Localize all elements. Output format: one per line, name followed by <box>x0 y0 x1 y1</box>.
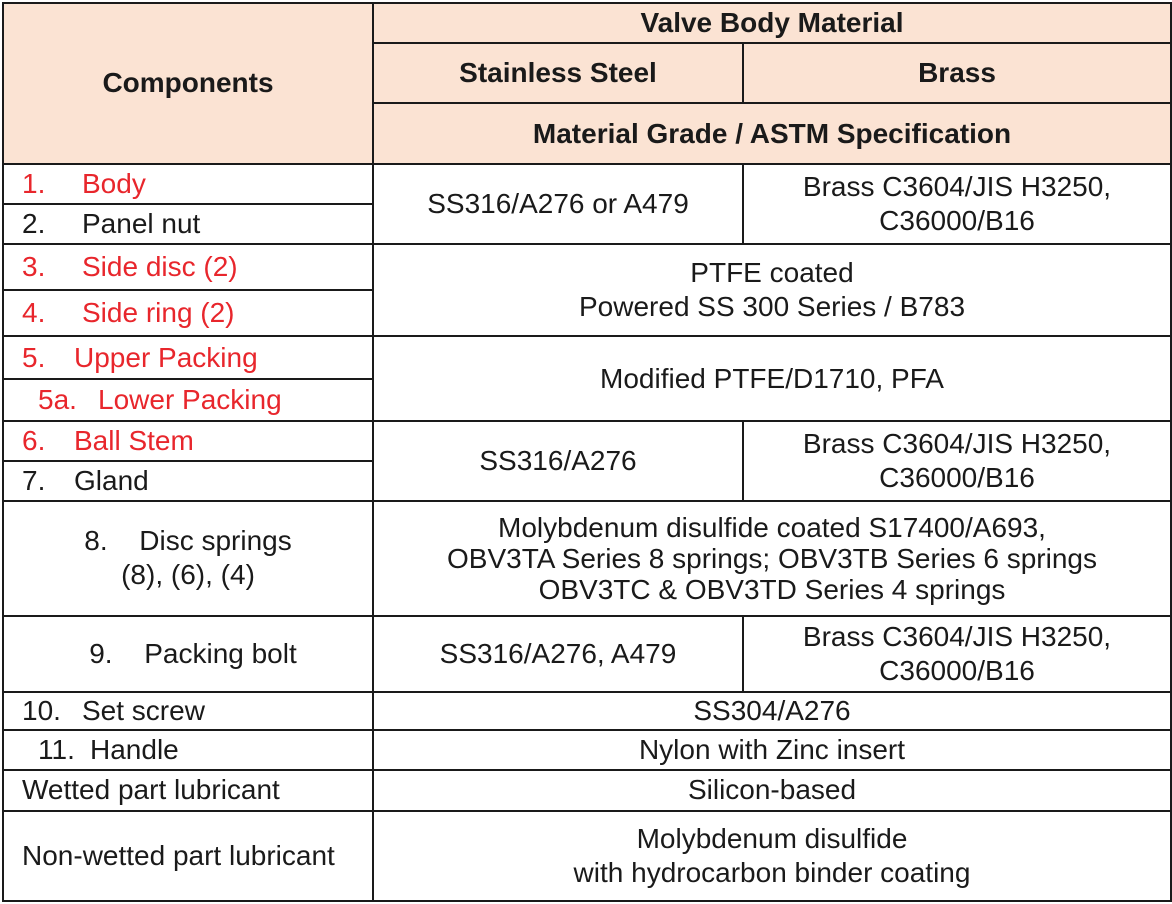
component-label: Gland <box>74 465 149 497</box>
component-label: Body <box>82 167 146 199</box>
component-row <box>3 204 373 244</box>
component-row <box>3 336 373 378</box>
component-number: 5a. <box>38 383 77 415</box>
component-number: 2. <box>22 207 46 239</box>
stem-brass-value: Brass C3604/JIS H3250, C36000/B16 <box>743 421 1171 501</box>
component-label: Ball Stem <box>74 424 194 456</box>
side-parts-value: PTFE coated Powered SS 300 Series / B783 <box>373 244 1171 336</box>
body-stainless-value: SS316/A276 or A479 <box>373 164 743 244</box>
component-label: Disc springs <box>139 525 292 557</box>
bolt-brass-value: Brass C3604/JIS H3250, C36000/B16 <box>743 616 1171 692</box>
component-row <box>3 244 373 290</box>
component-number: 11. <box>38 734 75 766</box>
component-label: Side ring (2) <box>82 297 235 329</box>
header-valve-body-material: Valve Body Material <box>373 3 1171 43</box>
component-row <box>3 164 373 204</box>
header-components: Components <box>3 3 373 164</box>
component-row <box>3 770 373 810</box>
component-label-quantities: (8), (6), (4) <box>121 559 255 591</box>
component-number: 5. <box>22 341 46 373</box>
packing-value: Modified PTFE/D1710, PFA <box>373 336 1171 420</box>
component-label: Lower Packing <box>98 383 282 415</box>
component-label: Non-wetted part lubricant <box>22 839 335 871</box>
component-label: Panel nut <box>82 207 201 239</box>
component-row <box>3 501 373 616</box>
component-row <box>3 692 373 730</box>
component-number: 10. <box>22 695 61 727</box>
component-number: 6. <box>22 424 46 456</box>
component-label: Packing bolt <box>144 637 297 669</box>
bolt-stainless-value: SS316/A276, A479 <box>373 616 743 692</box>
component-row <box>3 811 373 902</box>
set-screw-value: SS304/A276 <box>373 692 1171 730</box>
header-brass: Brass <box>743 43 1171 103</box>
component-number: 4. <box>22 297 46 329</box>
component-number: 8. <box>84 525 108 557</box>
component-number: 1. <box>22 167 46 199</box>
stem-stainless-value: SS316/A276 <box>373 421 743 501</box>
component-row <box>3 421 373 461</box>
springs-value: Molybdenum disulfide coated S17400/A693, OBV3TA Series 8 springs; OBV3TB Series 6 springs OBV3TC & OBV3TD Series 4 springs <box>373 501 1171 616</box>
component-label: Handle <box>90 734 179 766</box>
materials-table <box>2 2 1172 902</box>
body-brass-value: Brass C3604/JIS H3250, C36000/B16 <box>743 164 1171 244</box>
component-number: 3. <box>22 251 46 283</box>
component-label: Wetted part lubricant <box>22 774 280 806</box>
component-row <box>3 461 373 501</box>
header-material-grade: Material Grade / ASTM Specification <box>373 103 1171 163</box>
component-label: Side disc (2) <box>82 251 238 283</box>
component-row <box>3 290 373 336</box>
component-number: 9. <box>89 637 113 669</box>
component-number: 7. <box>22 465 46 497</box>
component-row <box>3 730 373 770</box>
wetted-lubricant-value: Silicon-based <box>373 770 1171 810</box>
component-row <box>3 379 373 421</box>
non-wetted-lubricant-value: Molybdenum disulfide with hydrocarbon binder coating <box>373 811 1171 902</box>
header-stainless-steel: Stainless Steel <box>373 43 743 103</box>
component-row <box>3 616 373 692</box>
component-label: Upper Packing <box>74 341 258 373</box>
component-label: Set screw <box>82 695 205 727</box>
handle-value: Nylon with Zinc insert <box>373 730 1171 770</box>
